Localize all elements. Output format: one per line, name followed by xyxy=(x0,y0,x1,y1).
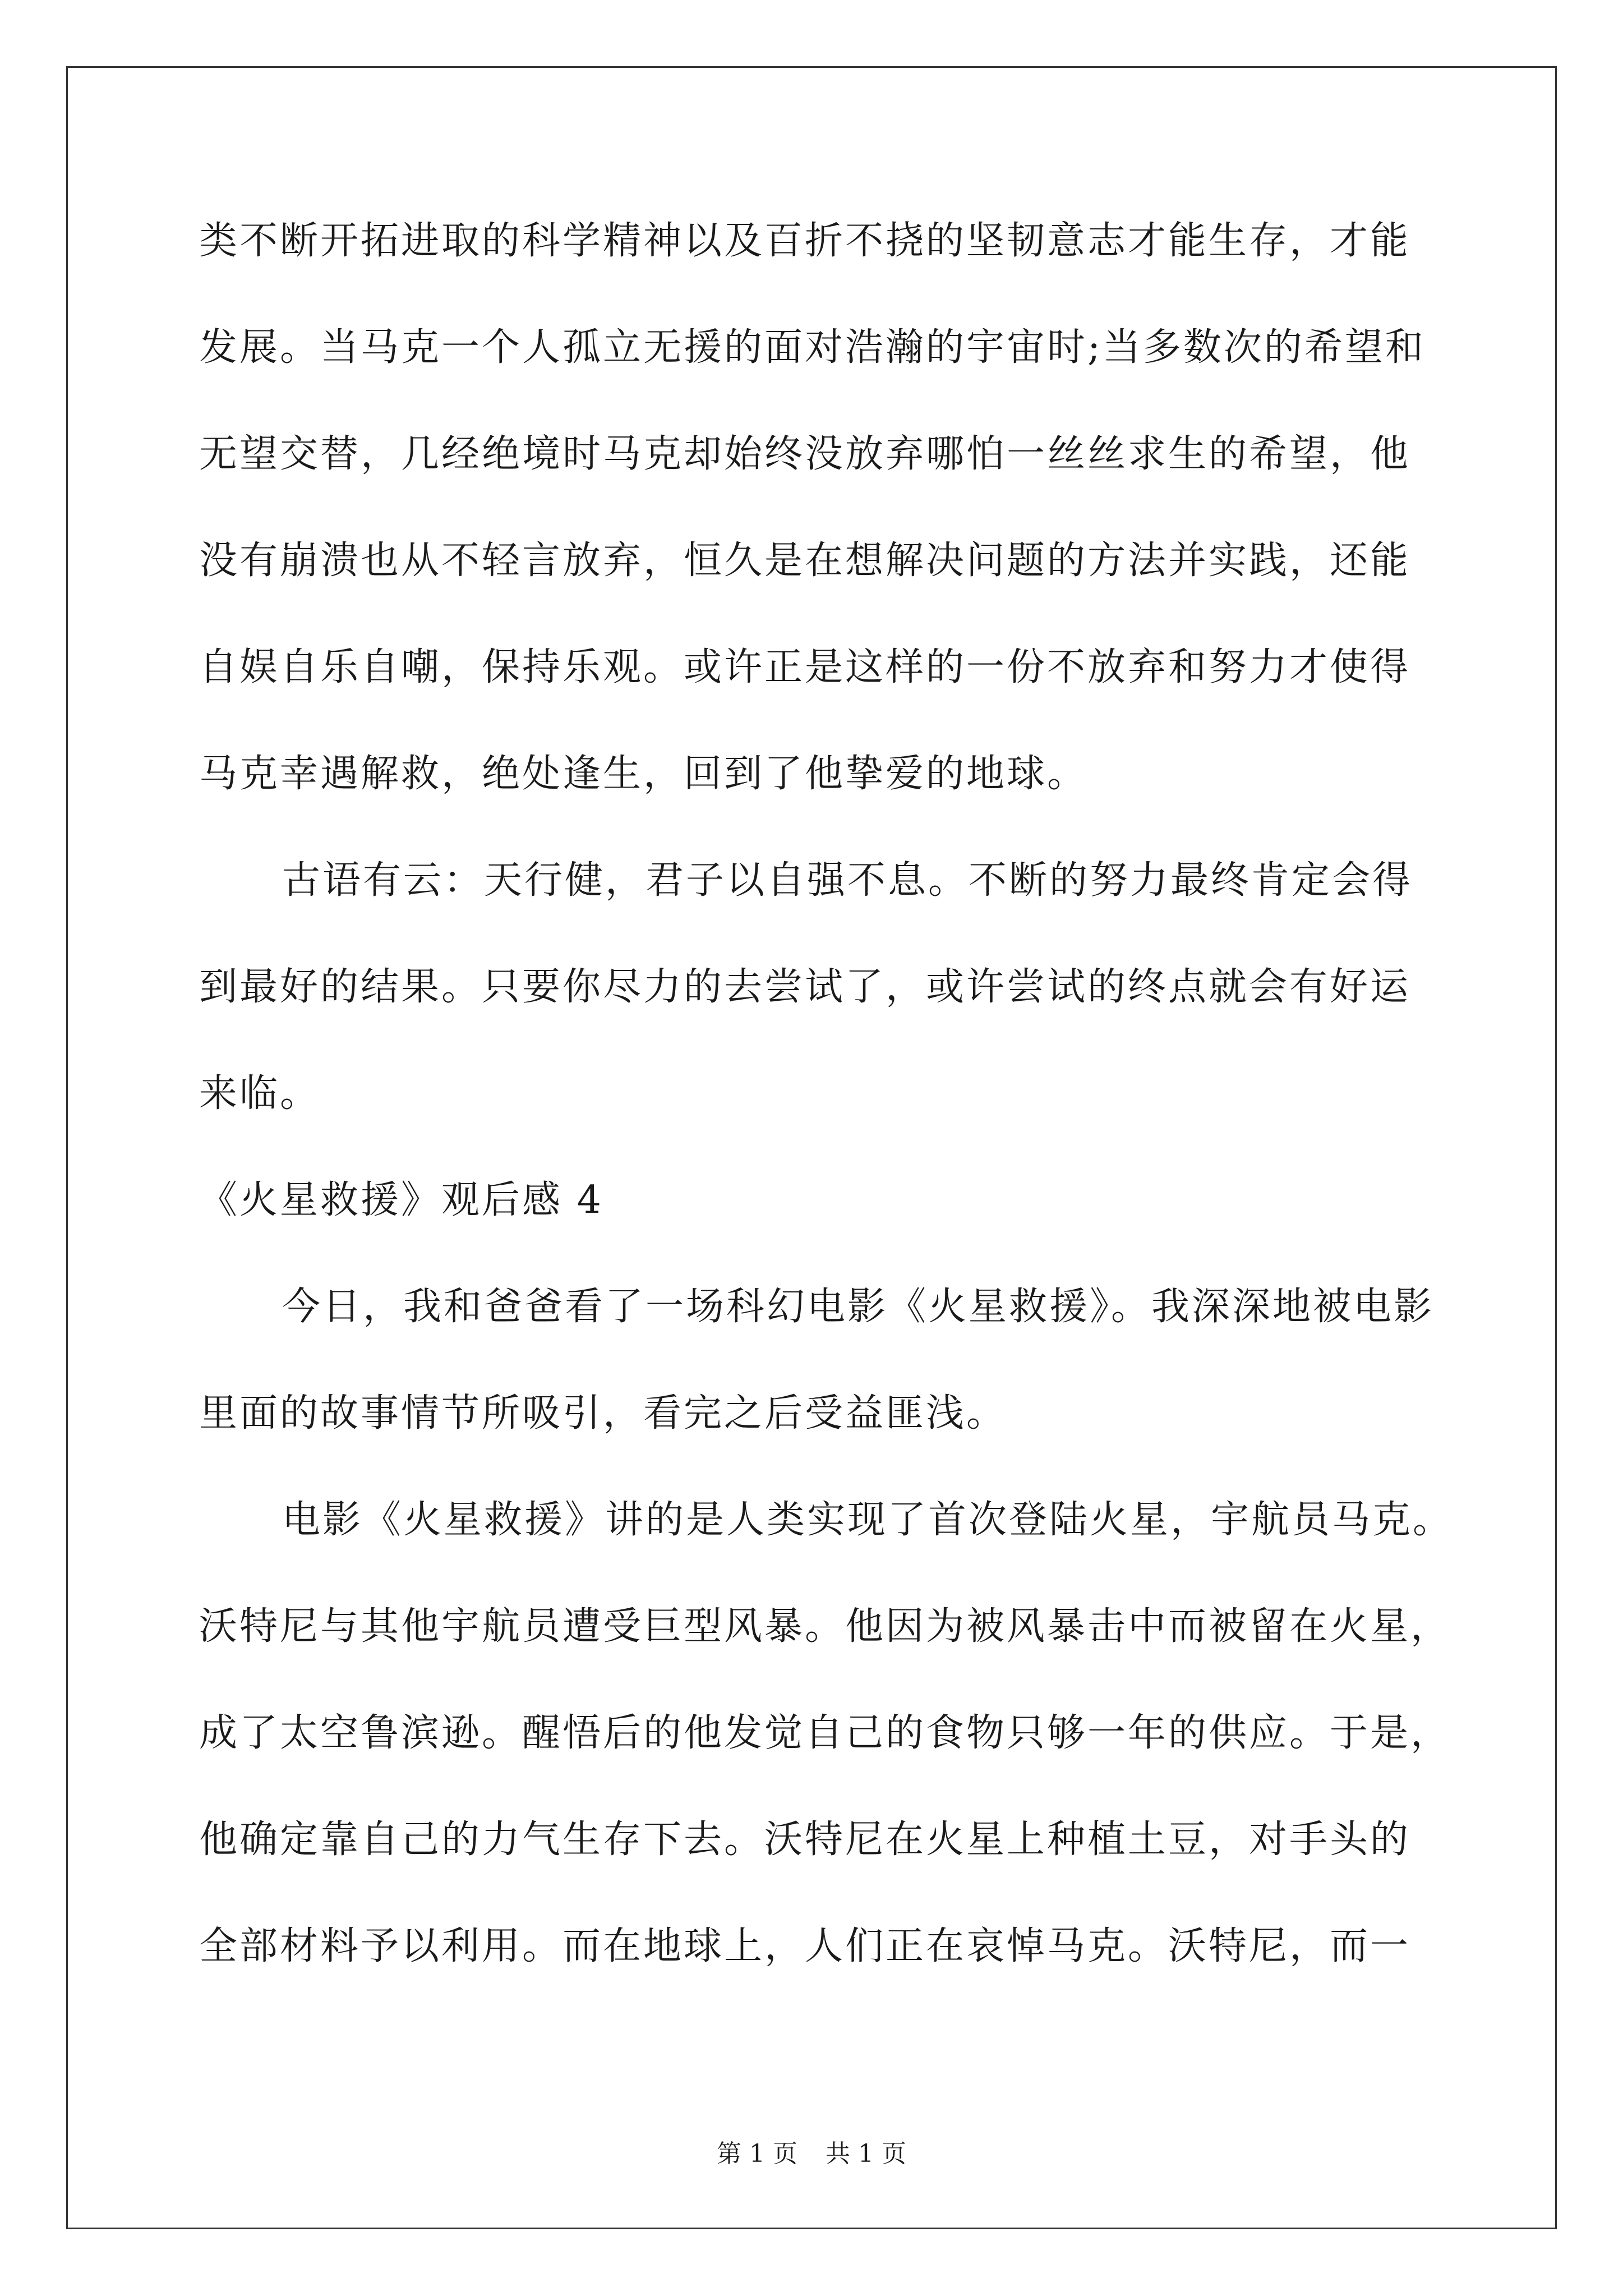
section-heading: 《火星救援》观后感 4 xyxy=(199,1178,603,1222)
body-line: 类不断开拓进取的科学精神以及百折不挠的坚韧意志才能生存，才能 xyxy=(199,219,1411,263)
body-line: 自娱自乐自嘲，保持乐观。或许正是这样的一份不放弃和努力才使得 xyxy=(199,645,1411,689)
body-line: 来临。 xyxy=(199,1071,321,1116)
body-line: 到最好的结果。只要你尽力的去尝试了，或许尝试的终点就会有好运 xyxy=(199,965,1411,1009)
paragraph-start-line: 今日，我和爸爸看了一场科幻电影《火星救援》。我深深地被电影 xyxy=(282,1285,1435,1329)
body-line: 里面的故事情节所吸引，看完之后受益匪浅。 xyxy=(199,1391,1007,1435)
page-number: 第 1 页 xyxy=(717,2139,797,2168)
body-line: 马克幸遇解救，绝处逢生，回到了他挚爱的地球。 xyxy=(199,752,1088,796)
page-total: 共 1 页 xyxy=(826,2139,906,2168)
paragraph-start-line: 电影《火星救援》讲的是人类实现了首次登陆火星，宇航员马克。 xyxy=(282,1498,1454,1542)
body-line: 成了太空鲁滨逊。醒悟后的他发觉自己的食物只够一年的供应。于是， xyxy=(199,1711,1451,1755)
page-border xyxy=(66,66,1557,2229)
body-line: 他确定靠自己的力气生存下去。沃特尼在火星上种植土豆，对手头的 xyxy=(199,1818,1411,1862)
page-footer xyxy=(0,2137,1623,2171)
body-line: 沃特尼与其他宇航员遭受巨型风暴。他因为被风暴击中而被留在火星， xyxy=(199,1604,1451,1649)
body-line: 没有崩溃也从不轻言放弃，恒久是在想解决问题的方法并实践，还能 xyxy=(199,539,1411,583)
body-line: 发展。当马克一个人孤立无援的面对浩瀚的宇宙时;当多数次的希望和 xyxy=(199,325,1426,370)
paragraph-start-line: 古语有云：天行健，君子以自强不息。不断的努力最终肯定会得 xyxy=(282,858,1413,903)
body-line: 无望交替，几经绝境时马克却始终没放弃哪怕一丝丝求生的希望，他 xyxy=(199,432,1411,476)
body-line: 全部材料予以利用。而在地球上，人们正在哀悼马克。沃特尼，而一 xyxy=(199,1924,1411,1968)
